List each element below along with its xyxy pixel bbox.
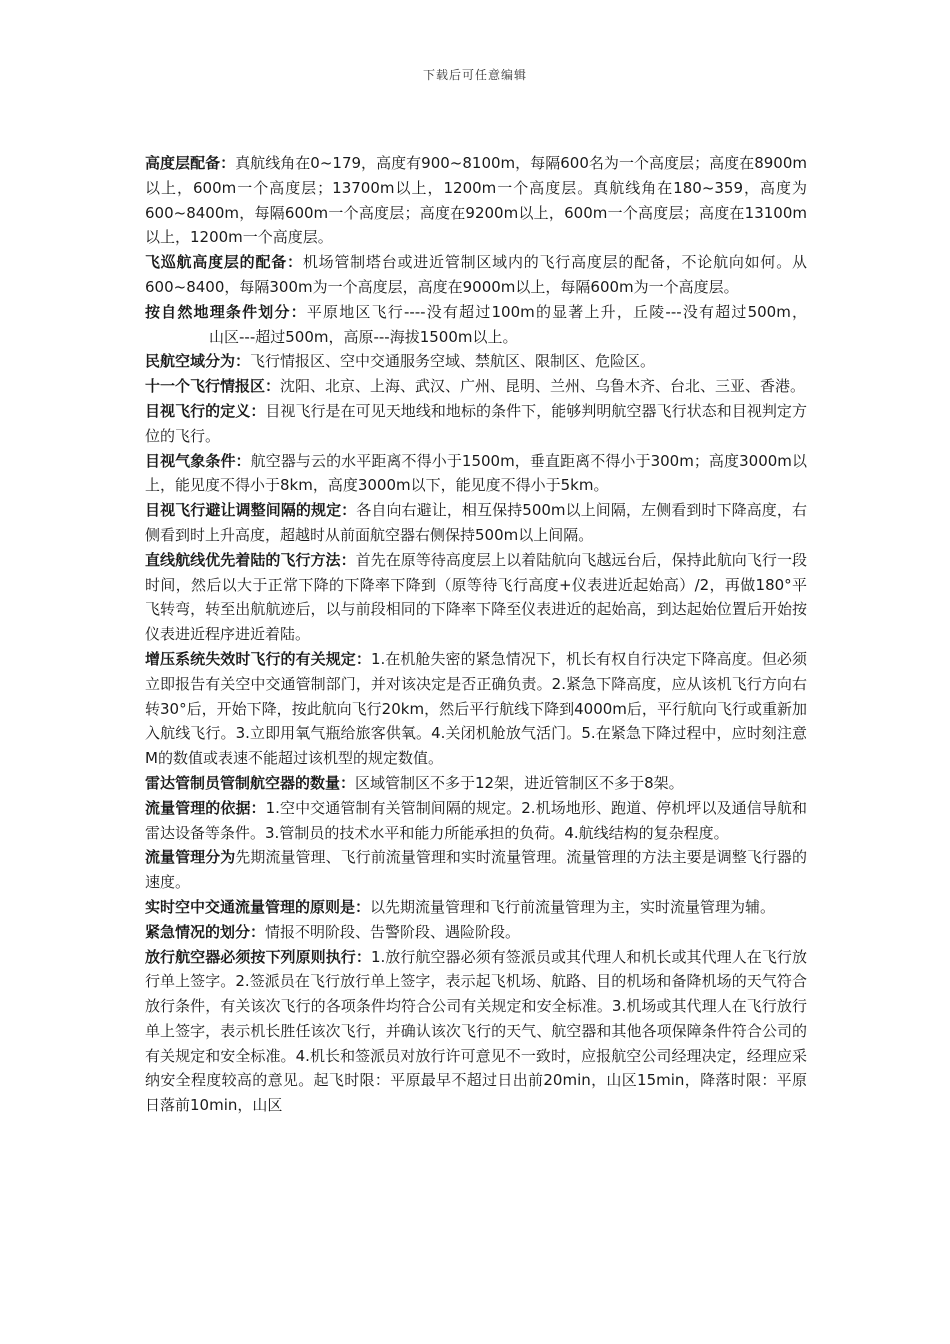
paragraph-text: 机场管制塔台或进近管制区域内的飞行高度层的配备，不论航向如何。从600~8400，每隔300m为一个高度层，高度在9000m以上，每隔600m为一个高度层。	[145, 253, 807, 296]
paragraph-text: 真航线角在0~179，高度有900~8100m，每隔600名为一个高度层；高度在8900m以上，600m一个高度层；13700m以上，1200m一个高度层。真航线角在180~359，高度为600~8400m，每隔600m一个高度层；高度在9200m以上，600m一个高度层；高度在13100m以上，1200m一个高度层。	[145, 154, 807, 247]
paragraph-priority-landing	[145, 548, 807, 647]
paragraph-terrain-classification	[145, 300, 807, 350]
paragraph-text-continued: 山区---超过500m，高原---海拔1500m以上。	[209, 327, 518, 346]
paragraph-pressurization-failure	[145, 647, 807, 771]
paragraph-term: 放行航空器必须按下列原则执行：	[145, 947, 371, 966]
document-body	[145, 151, 807, 1118]
paragraph-text: 先期流量管理、飞行前流量管理和实时流量管理。流量管理的方法主要是调整飞行器的速度。	[145, 848, 807, 892]
paragraph-term: 雷达管制员管制航空器的数量：	[145, 773, 356, 792]
paragraph-cruise-levels	[145, 250, 807, 300]
paragraph-term: 民航空域分为：	[145, 352, 251, 371]
paragraph-radar-control-count	[145, 771, 807, 796]
paragraph-term: 按自然地理条件划分：	[145, 302, 307, 321]
paragraph-text: 区域管制区不多于12架，进近管制区不多于8架。	[355, 773, 684, 792]
paragraph-text: 沈阳、北京、上海、武汉、广州、昆明、兰州、乌鲁木齐、台北、三亚、香港。	[280, 377, 806, 396]
paragraph-term: 直线航线优先着陆的飞行方法：	[145, 550, 356, 569]
page-header: 下载后可任意编辑	[422, 68, 527, 82]
paragraph-text: 各自向右避让，相互保持500m以上间隔，左侧看到时下降高度，右侧看到时上升高度，超越时从前面航空器右侧保持500m以上间隔。	[145, 501, 807, 544]
paragraph-realtime-flow-principle	[145, 895, 807, 920]
paragraph-term: 增压系统失效时飞行的有关规定：	[145, 649, 371, 668]
paragraph-flow-management-types	[145, 845, 807, 895]
paragraph-term: 高度层配备：	[145, 154, 236, 172]
paragraph-visual-weather-conditions	[145, 449, 807, 499]
paragraph-term: 流量管理的依据：	[145, 798, 266, 817]
paragraph-visual-avoidance	[145, 498, 807, 548]
paragraph-dispatch-release	[145, 945, 807, 1119]
paragraph-term: 实时空中交通流量管理的原则是：	[145, 897, 371, 916]
paragraph-airspace-types	[145, 349, 807, 374]
paragraph-emergency-phases	[145, 920, 807, 945]
paragraph-text: 目视飞行是在可见天地线和地标的条件下，能够判明航空器飞行状态和目视判定方位的飞行。	[145, 401, 807, 445]
paragraph-text: 1.在机舱失密的紧急情况下，机长有权自行决定下降高度。但必须立即报告有关空中交通管制部门，并对该决定是否正确负责。2.紧急下降高度，应从该机飞行方向右转30°后，开始下降，按此航向飞行20km，然后平行航线下降到4000m后，平行航向飞行或重新加入航线飞行。3.立即用氧气瓶给旅客供氧。4.关闭机舱放气活门。5.在紧急下降过程中，应时刻注意M的数值或表速不能超过该机型的规定数值。	[145, 649, 807, 768]
paragraph-text: 1.空中交通管制有关管制间隔的规定。2.机场地形、跑道、停机坪以及通信导航和雷达设备等条件。3.管制员的技术水平和能力所能承担的负荷。4.航线结构的复杂程度。	[145, 798, 807, 842]
paragraph-term: 紧急情况的划分：	[145, 922, 266, 941]
paragraph-text: 情报不明阶段、告警阶段、遇险阶段。	[265, 922, 521, 941]
paragraph-term: 飞巡航高度层的配备：	[145, 253, 303, 272]
paragraph-text: 首先在原等待高度层上以着陆航向飞越远台后，保持此航向飞行一段时间，然后以大于正常下降的下降率下降到（原等待飞行高度+仪表进近起始高）/2，再做180°平飞转弯，转至出航航迹后，以与前段相同的下降率下降至仪表进近的起始高，到达起始位置后开始按仪表进近程序进近着陆。	[145, 550, 807, 644]
paragraph-term: 目视飞行避让调整间隔的规定：	[145, 501, 357, 520]
paragraph-term: 十一个飞行情报区：	[145, 377, 281, 396]
paragraph-text: 平原地区飞行----没有超过100m的显著上升，丘陵---没有超过500m，	[306, 302, 807, 321]
paragraph-term: 流量管理分为	[145, 848, 236, 867]
paragraph-visual-flight-definition	[145, 399, 807, 449]
paragraph-text: 航空器与云的水平距离不得小于1500m，垂直距离不得小于300m；高度3000m以上，能见度不得小于8km，高度3000m以下，能见度不得小于5km。	[145, 451, 807, 495]
paragraph-flight-info-regions	[145, 374, 807, 399]
paragraph-flow-management-basis	[145, 796, 807, 846]
paragraph-altitude-levels	[145, 151, 807, 250]
paragraph-text: 以先期流量管理和飞行前流量管理为主，实时流量管理为辅。	[370, 897, 776, 916]
paragraph-text: 1.放行航空器必须有签派员或其代理人和机长或其代理人在飞行放行单上签字。2.签派员在飞行放行单上签字，表示起飞机场、航路、目的机场和备降机场的天气符合放行条件，有关该次飞行的各项条件均符合公司有关规定和安全标准。3.机场或其代理人在飞行放行单上签字，表示机长胜任该次飞行，并确认该次飞行的天气、航空器和其他各项保障条件符合公司的有关规定和安全标准。4.机长和签派员对放行许可意见不一致时，应报航空公司经理决定，经理应采纳安全程度较高的意见。起飞时限：平原最早不超过日出前20min，山区15min，降落时限：平原日落前10min，山区	[145, 947, 808, 1115]
paragraph-term: 目视飞行的定义：	[145, 401, 266, 420]
paragraph-term: 目视气象条件：	[145, 451, 251, 470]
paragraph-text: 飞行情报区、空中交通服务空域、禁航区、限制区、危险区。	[250, 352, 656, 371]
